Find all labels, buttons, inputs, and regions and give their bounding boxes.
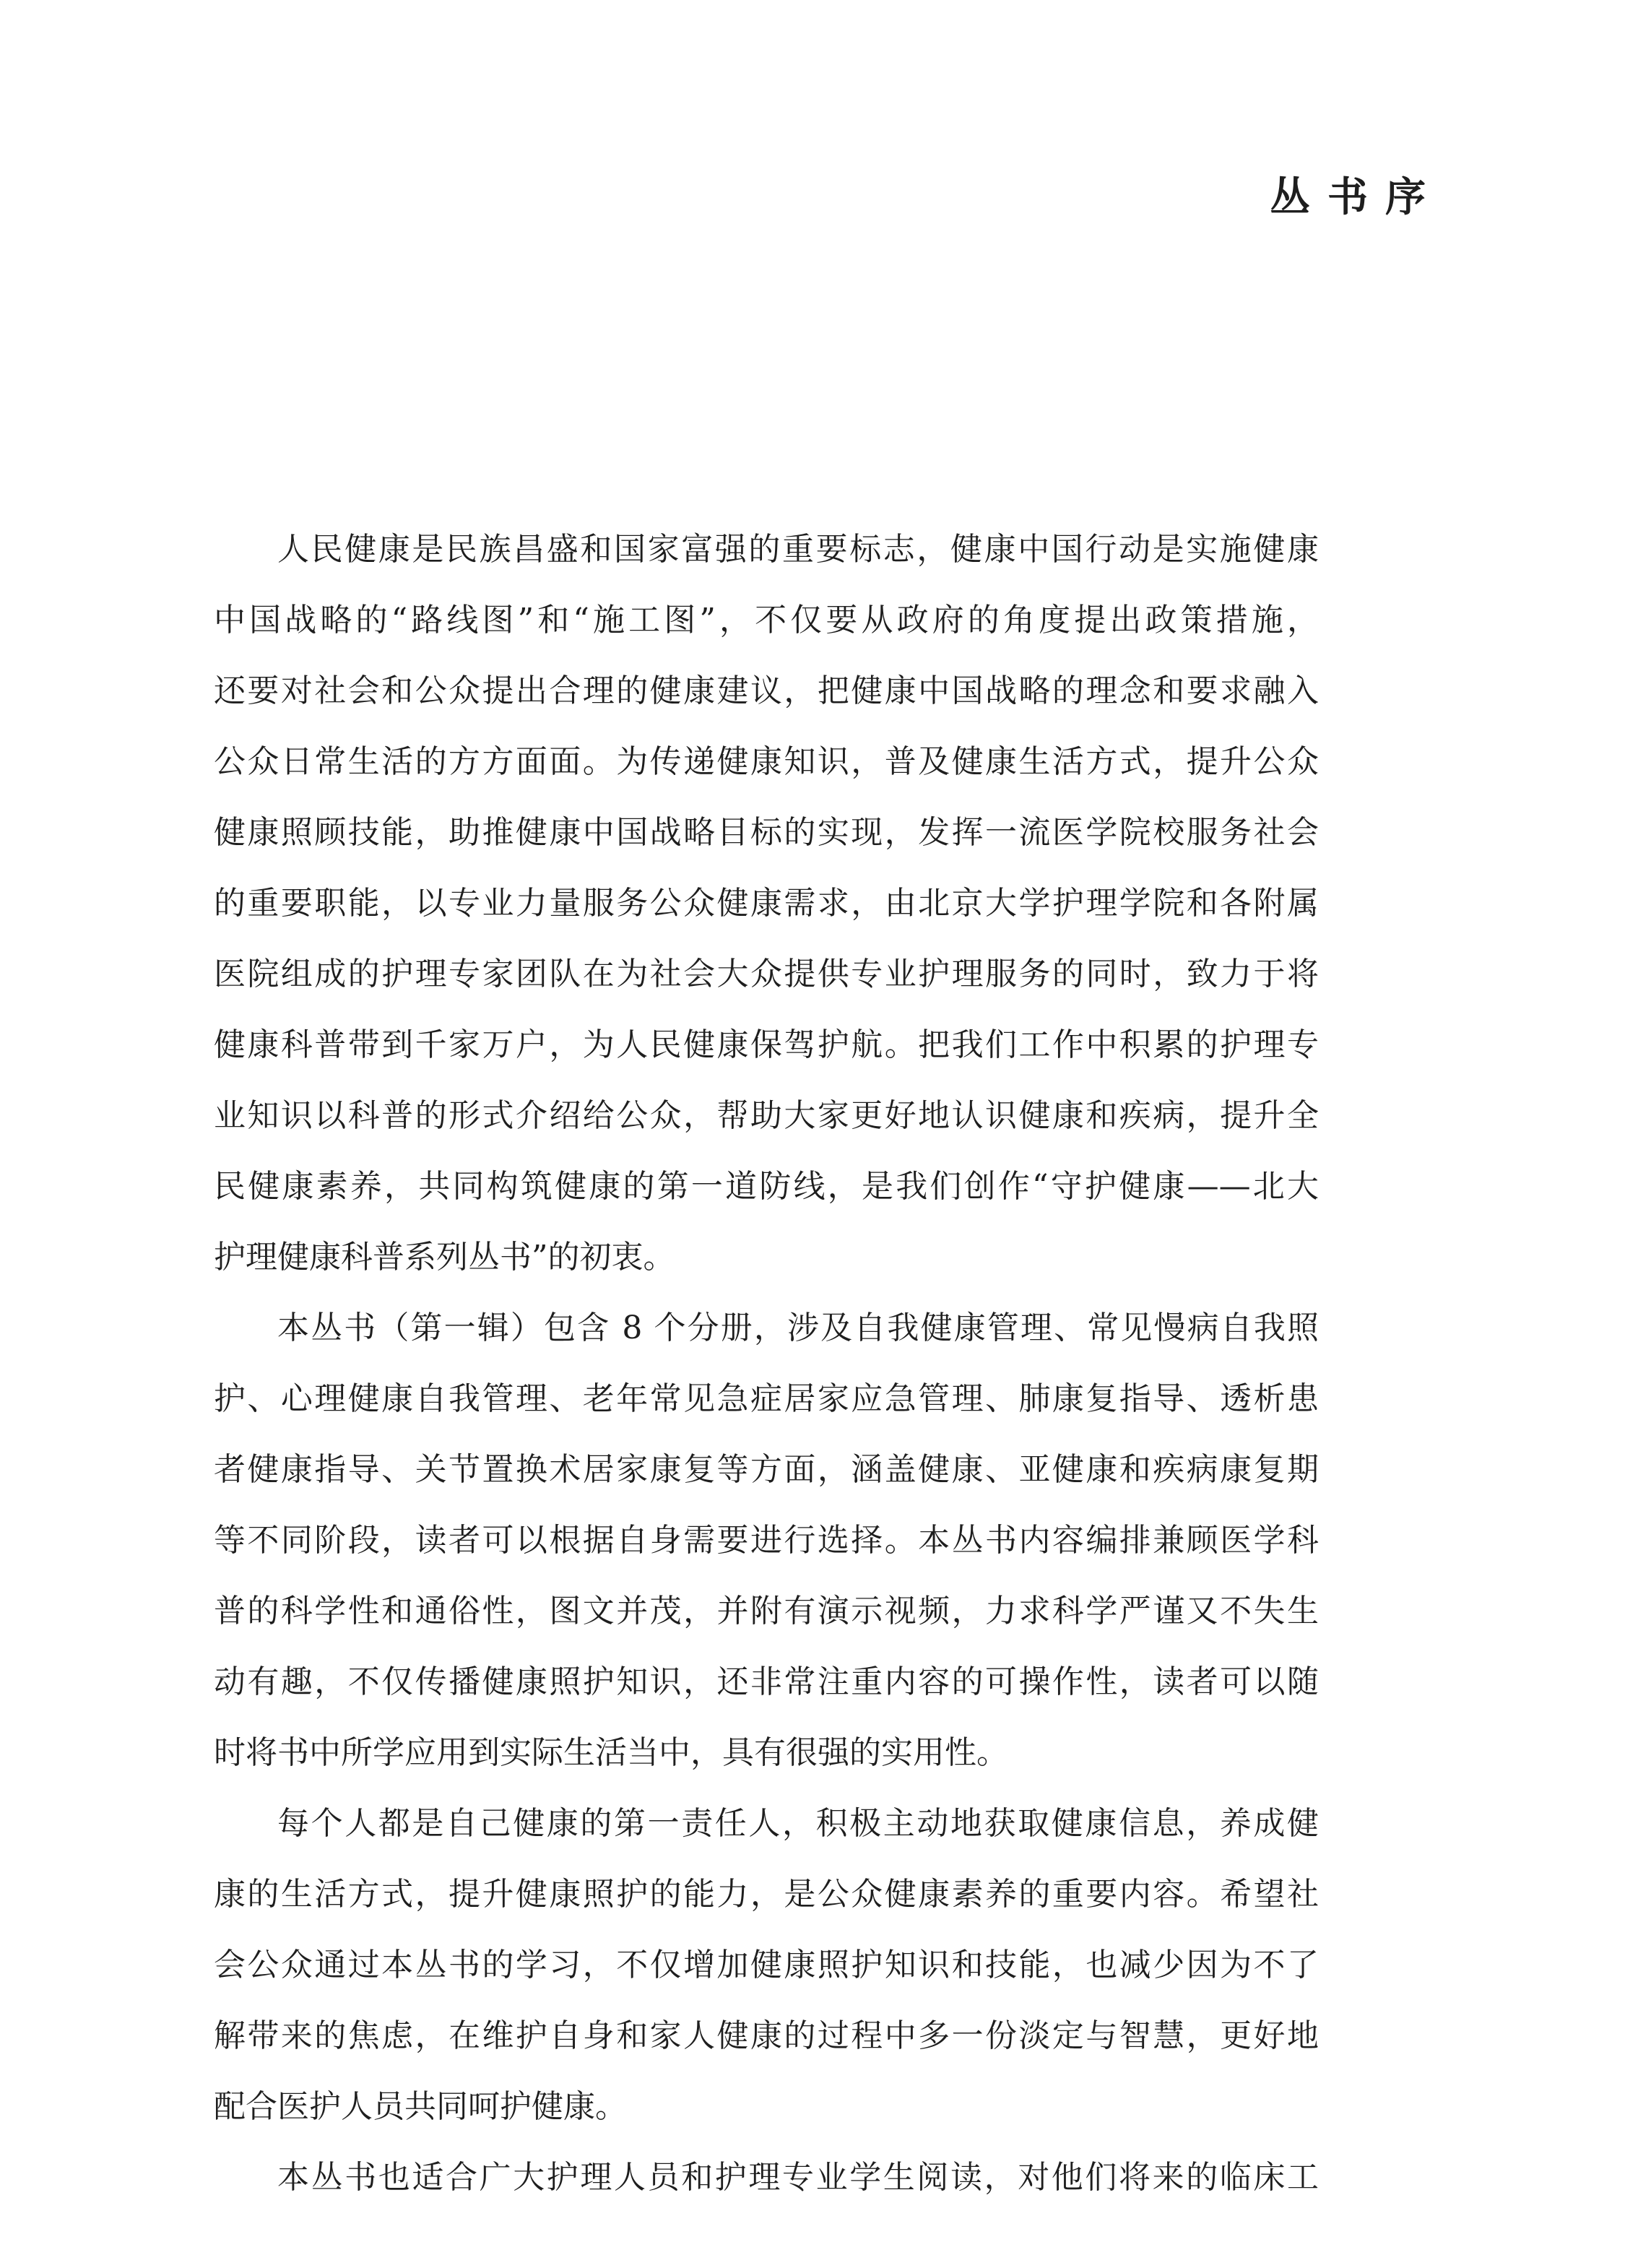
text-line: 者健康指导、关节置换术居家康复等方面，涵盖健康、亚健康和疾病康复期 [214,1451,1319,1488]
text-line: 护、心理健康自我管理、老年常见急症居家应急管理、肺康复指导、透析患 [214,1380,1319,1417]
text-line: 中国战略的“路线图”和“施工图”，不仅要从政府的角度提出政策措施， [214,602,1319,639]
text-line: 普的科学性和通俗性，图文并茂，并附有演示视频，力求科学严谨又不失生 [214,1593,1319,1629]
text-line: 每个人都是自己健康的第一责任人，积极主动地获取健康信息，养成健 [277,1805,1319,1842]
page-title: 丛书序 [1270,173,1443,221]
text-line: 康的生活方式，提升健康照护的能力，是公众健康素养的重要内容。希望社 [214,1876,1319,1913]
text-line: 医院组成的护理专家团队在为社会大众提供专业护理服务的同时，致力于将 [214,956,1319,992]
text-line: 配合医护人员共同呵护健康。 [214,2088,627,2125]
text-line: 本丛书（第一辑）包含 8 个分册，涉及自我健康管理、常见慢病自我照 [277,1310,1319,1346]
text-line: 还要对社会和公众提出合理的健康建议，把健康中国战略的理念和要求融入 [214,672,1319,709]
text-line: 民健康素养，共同构筑健康的第一道防线，是我们创作“守护健康——北大 [214,1168,1319,1205]
text-line: 动有趣，不仅传播健康照护知识，还非常注重内容的可操作性，读者可以随 [214,1663,1319,1700]
text-line: 人民健康是民族昌盛和国家富强的重要标志，健康中国行动是实施健康 [277,531,1319,568]
text-line: 时将书中所学应用到实际生活当中，具有很强的实用性。 [214,1734,1008,1771]
text-line: 等不同阶段，读者可以根据自身需要进行选择。本丛书内容编排兼顾医学科 [214,1522,1319,1559]
text-line: 健康科普带到千家万户，为人民健康保驾护航。把我们工作中积累的护理专 [214,1026,1319,1063]
text-line: 业知识以科普的形式介绍给公众，帮助大家更好地认识健康和疾病，提升全 [214,1097,1319,1134]
text-line: 会公众通过本丛书的学习，不仅增加健康照护知识和技能，也减少因为不了 [214,1947,1319,1983]
text-line: 解带来的焦虑，在维护自身和家人健康的过程中多一份淡定与智慧，更好地 [214,2017,1319,2054]
preface-body [214,514,1319,2213]
text-line: 本丛书也适合广大护理人员和护理专业学生阅读，对他们将来的临床工 [277,2159,1319,2196]
text-line: 的重要职能，以专业力量服务公众健康需求，由北京大学护理学院和各附属 [214,885,1319,922]
text-line: 护理健康科普系列丛书”的初衷。 [214,1239,675,1276]
text-line: 公众日常生活的方方面面。为传递健康知识，普及健康生活方式，提升公众 [214,743,1319,780]
text-line: 健康照顾技能，助推健康中国战略目标的实现，发挥一流医学院校服务社会 [214,814,1319,851]
